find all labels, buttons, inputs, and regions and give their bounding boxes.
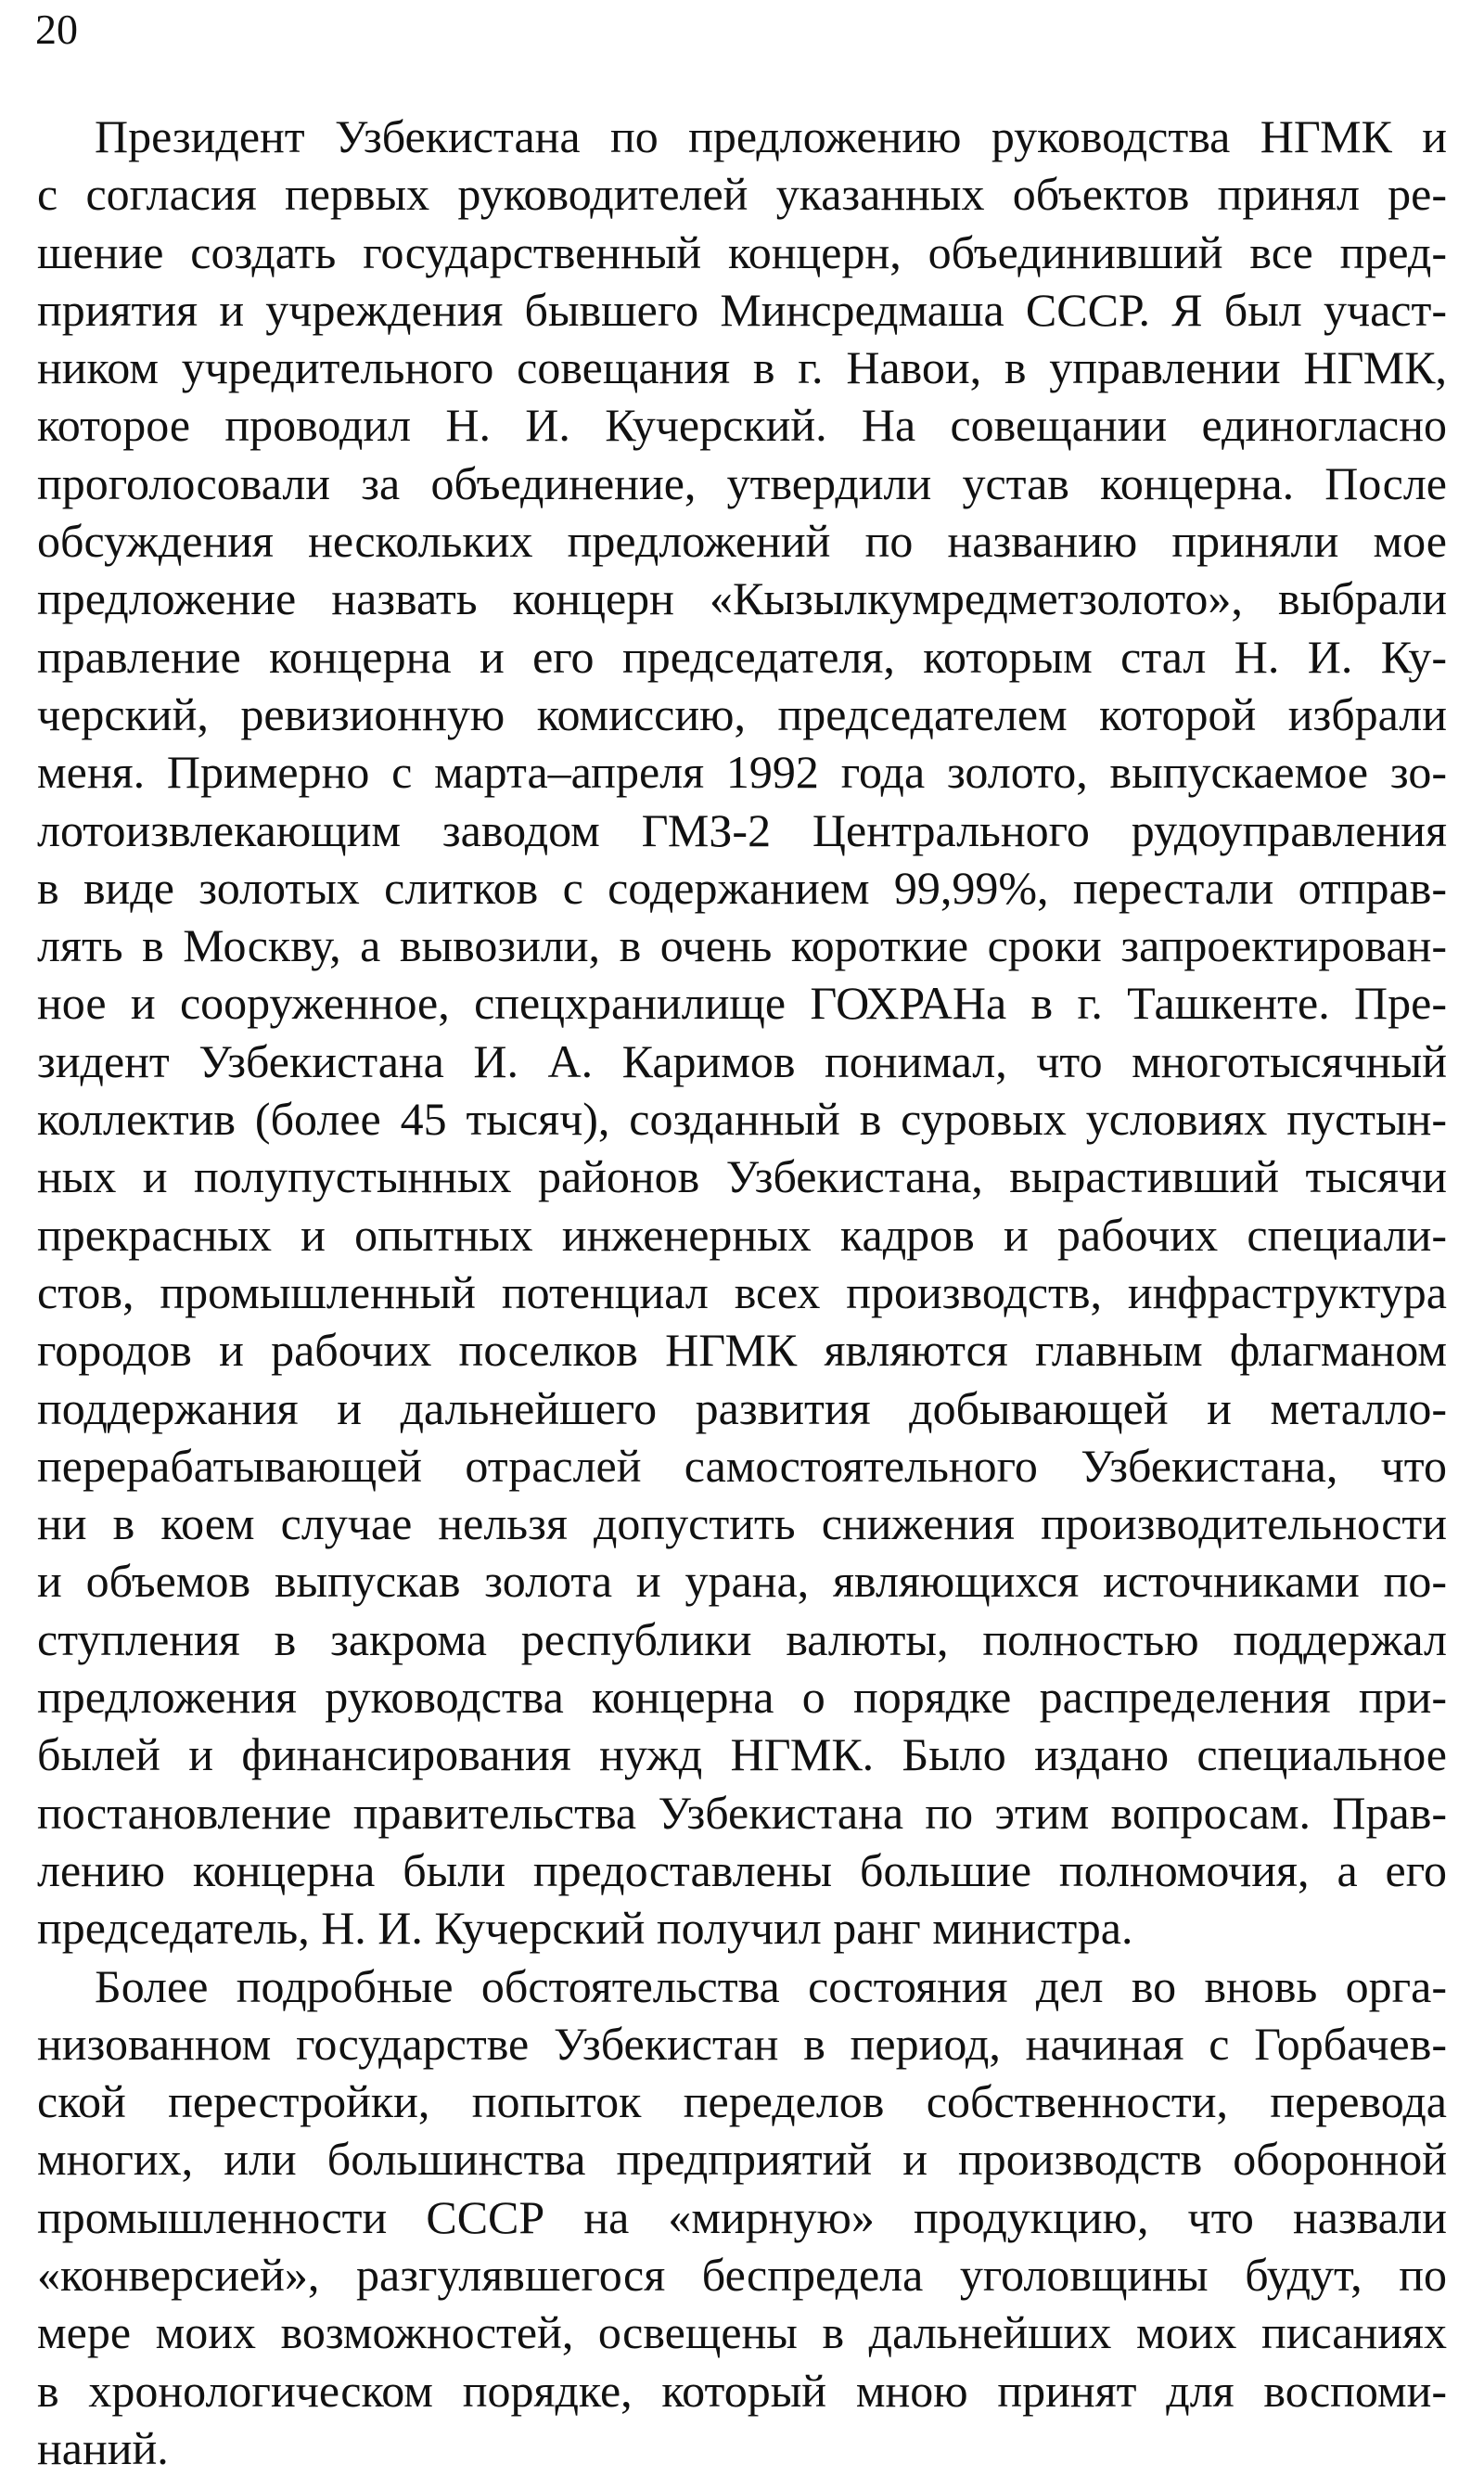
text-line: и объемов выпускав золота и урана, являющихся источниками по- xyxy=(37,1552,1447,1610)
text-line: лению концерна были предоставлены большие полномочия, а его xyxy=(37,1842,1447,1899)
text-line: ное и сооруженное, спецхранилище ГОХРАНа в г. Ташкенте. Пре- xyxy=(37,974,1447,1032)
text-line: наний. xyxy=(37,2419,1447,2477)
text-line: Более подробные обстоятельства состояния дел во вновь орга- xyxy=(37,1957,1447,2015)
text-line: ником учредительного совещания в г. Навои, в управлении НГМК, xyxy=(37,339,1447,396)
text-line: приятия и учреждения бывшего Минсредмаша СССР. Я был участ- xyxy=(37,281,1447,339)
text-line: с согласия первых руководителей указанных объектов принял ре- xyxy=(37,165,1447,223)
text-line: лотоизвлекающим заводом ГМЗ-2 Центрального рудоуправления xyxy=(37,802,1447,859)
text-line: былей и финансирования нужд НГМК. Было издано специальное xyxy=(37,1726,1447,1783)
text-line: зидент Узбекистана И. А. Каримов понимал, что многотысячный xyxy=(37,1033,1447,1090)
text-line: лять в Москву, а вывозили, в очень короткие сроки запроектирован- xyxy=(37,917,1447,974)
text-line: председатель, Н. И. Кучерский получил ранг министра. xyxy=(37,1899,1447,1957)
page-number: 20 xyxy=(35,2,78,58)
text-line: низованном государстве Узбекистан в период, начиная с Горбачев- xyxy=(37,2015,1447,2073)
text-line: Президент Узбекистана по предложению руководства НГМК и xyxy=(37,108,1447,165)
text-line: ных и полупустынных районов Узбекистана, вырастивший тысячи xyxy=(37,1148,1447,1205)
text-line: постановление правительства Узбекистана по этим вопросам. Прав- xyxy=(37,1784,1447,1842)
text-line: ской перестройки, попыток переделов собственности, перевода xyxy=(37,2073,1447,2130)
text-line: прекрасных и опытных инженерных кадров и рабочих специали- xyxy=(37,1206,1447,1264)
text-line: перерабатывающей отраслей самостоятельного Узбекистана, что xyxy=(37,1437,1447,1495)
text-line: в хронологическом порядке, который мною принят для воспоми- xyxy=(37,2362,1447,2419)
paragraph-2 xyxy=(37,1957,1447,2477)
body-text xyxy=(37,108,1447,2477)
text-line: ни в коем случае нельзя допустить снижения производительности xyxy=(37,1495,1447,1552)
text-line: мере моих возможностей, освещены в дальнейших моих писаниях xyxy=(37,2304,1447,2361)
text-line: многих, или большинства предприятий и производств оборонной xyxy=(37,2130,1447,2188)
text-line: коллектив (более 45 тысяч), созданный в суровых условиях пустын- xyxy=(37,1090,1447,1148)
text-line: «конверсией», разгулявшегося беспредела уголовщины будут, по xyxy=(37,2246,1447,2304)
text-line: предложение назвать концерн «Кызылкумредметзолото», выбрали xyxy=(37,570,1447,627)
text-line: ступления в закрома республики валюты, полностью поддержал xyxy=(37,1611,1447,1668)
text-line: черский, ревизионную комиссию, председателем которой избрали xyxy=(37,686,1447,743)
text-line: меня. Примерно с марта–апреля 1992 года золото, выпускаемое зо- xyxy=(37,743,1447,801)
paragraph-1 xyxy=(37,108,1447,1957)
text-line: правление концерна и его председателя, которым стал Н. И. Ку- xyxy=(37,628,1447,686)
text-line: стов, промышленный потенциал всех производств, инфраструктура xyxy=(37,1264,1447,1321)
text-line: промышленности СССР на «мирную» продукцию, что назвали xyxy=(37,2188,1447,2246)
text-line: которое проводил Н. И. Кучерский. На совещании единогласно xyxy=(37,396,1447,454)
text-line: предложения руководства концерна о порядке распределения при- xyxy=(37,1668,1447,1726)
text-line: в виде золотых слитков с содержанием 99,99%, перестали отправ- xyxy=(37,859,1447,917)
text-line: городов и рабочих поселков НГМК являются главным флагманом xyxy=(37,1321,1447,1379)
text-line: проголосовали за объединение, утвердили устав концерна. После xyxy=(37,455,1447,512)
text-line: поддержания и дальнейшего развития добывающей и металло- xyxy=(37,1380,1447,1437)
text-line: обсуждения нескольких предложений по названию приняли мое xyxy=(37,512,1447,570)
text-line: шение создать государственный концерн, объединивший все пред- xyxy=(37,224,1447,281)
